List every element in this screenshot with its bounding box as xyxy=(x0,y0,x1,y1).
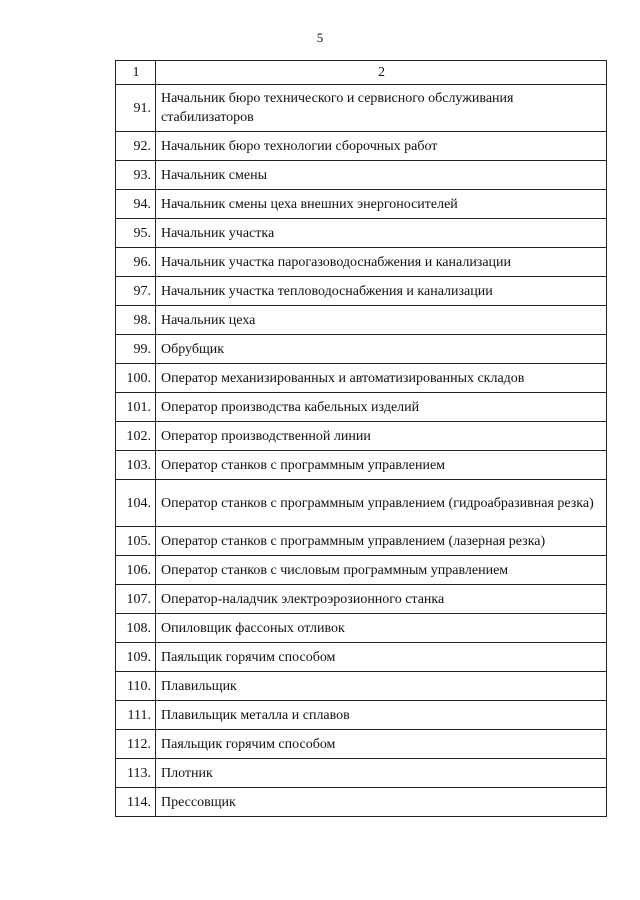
row-number: 103. xyxy=(116,451,156,480)
table-row xyxy=(116,614,607,643)
row-title: Начальник бюро технологии сборочных работ xyxy=(156,132,607,161)
row-number: 95. xyxy=(116,219,156,248)
row-title: Оператор производственной линии xyxy=(156,422,607,451)
row-title: Начальник смены xyxy=(156,161,607,190)
table-row xyxy=(116,701,607,730)
row-number: 104. xyxy=(116,480,156,527)
table-row xyxy=(116,306,607,335)
row-number: 113. xyxy=(116,759,156,788)
table-row xyxy=(116,585,607,614)
row-title: Оператор станков с программным управлением (гидроабразивная резка) xyxy=(156,480,607,527)
row-number: 114. xyxy=(116,788,156,817)
table-row xyxy=(116,527,607,556)
table-header xyxy=(116,61,607,85)
row-number: 93. xyxy=(116,161,156,190)
row-title: Оператор производства кабельных изделий xyxy=(156,393,607,422)
table-row xyxy=(116,219,607,248)
table-row xyxy=(116,643,607,672)
table-row xyxy=(116,788,607,817)
column-header-title: 2 xyxy=(156,61,607,85)
row-title: Начальник участка тепловодоснабжения и канализации xyxy=(156,277,607,306)
row-number: 109. xyxy=(116,643,156,672)
row-title: Плотник xyxy=(156,759,607,788)
header-row xyxy=(116,61,607,85)
row-title: Оператор-наладчик электроэрозионного станка xyxy=(156,585,607,614)
row-number: 96. xyxy=(116,248,156,277)
row-number: 92. xyxy=(116,132,156,161)
table-body xyxy=(116,85,607,817)
row-title: Оператор механизированных и автоматизированных складов xyxy=(156,364,607,393)
row-title: Паяльщик горячим способом xyxy=(156,643,607,672)
row-title: Начальник участка парогазоводоснабжения и канализации xyxy=(156,248,607,277)
row-number: 106. xyxy=(116,556,156,585)
table-row xyxy=(116,277,607,306)
table-row xyxy=(116,730,607,759)
column-header-number: 1 xyxy=(116,61,156,85)
row-number: 101. xyxy=(116,393,156,422)
page-number: 5 xyxy=(316,30,324,45)
row-title: Обрубщик xyxy=(156,335,607,364)
table-row xyxy=(116,672,607,701)
row-number: 97. xyxy=(116,277,156,306)
row-title: Плавильщик xyxy=(156,672,607,701)
table-row xyxy=(116,422,607,451)
table-row xyxy=(116,132,607,161)
row-number: 108. xyxy=(116,614,156,643)
row-title: Оператор станков с программным управлением xyxy=(156,451,607,480)
row-title: Плавильщик металла и сплавов xyxy=(156,701,607,730)
row-number: 110. xyxy=(116,672,156,701)
row-title: Начальник смены цеха внешних энергоносителей xyxy=(156,190,607,219)
row-title: Оператор станков с числовым программным управлением xyxy=(156,556,607,585)
row-title: Опиловщик фассоных отливок xyxy=(156,614,607,643)
row-title: Оператор станков с программным управлением (лазерная резка) xyxy=(156,527,607,556)
row-number: 94. xyxy=(116,190,156,219)
row-number: 112. xyxy=(116,730,156,759)
table-row xyxy=(116,759,607,788)
row-number: 105. xyxy=(116,527,156,556)
table-row xyxy=(116,364,607,393)
table-row xyxy=(116,161,607,190)
row-title: Начальник участка xyxy=(156,219,607,248)
row-number: 99. xyxy=(116,335,156,364)
table-row xyxy=(116,85,607,132)
row-number: 111. xyxy=(116,701,156,730)
table-row xyxy=(116,248,607,277)
table-row xyxy=(116,451,607,480)
table-row xyxy=(116,335,607,364)
row-title: Начальник бюро технического и сервисного обслуживания стабилизаторов xyxy=(156,85,607,132)
table-row xyxy=(116,480,607,527)
table-row xyxy=(116,190,607,219)
row-number: 102. xyxy=(116,422,156,451)
row-number: 98. xyxy=(116,306,156,335)
professions-table xyxy=(115,60,607,817)
table-row xyxy=(116,556,607,585)
table-row xyxy=(116,393,607,422)
row-number: 100. xyxy=(116,364,156,393)
row-title: Начальник цеха xyxy=(156,306,607,335)
row-title: Прессовщик xyxy=(156,788,607,817)
row-title: Паяльщик горячим способом xyxy=(156,730,607,759)
row-number: 91. xyxy=(116,85,156,132)
row-number: 107. xyxy=(116,585,156,614)
